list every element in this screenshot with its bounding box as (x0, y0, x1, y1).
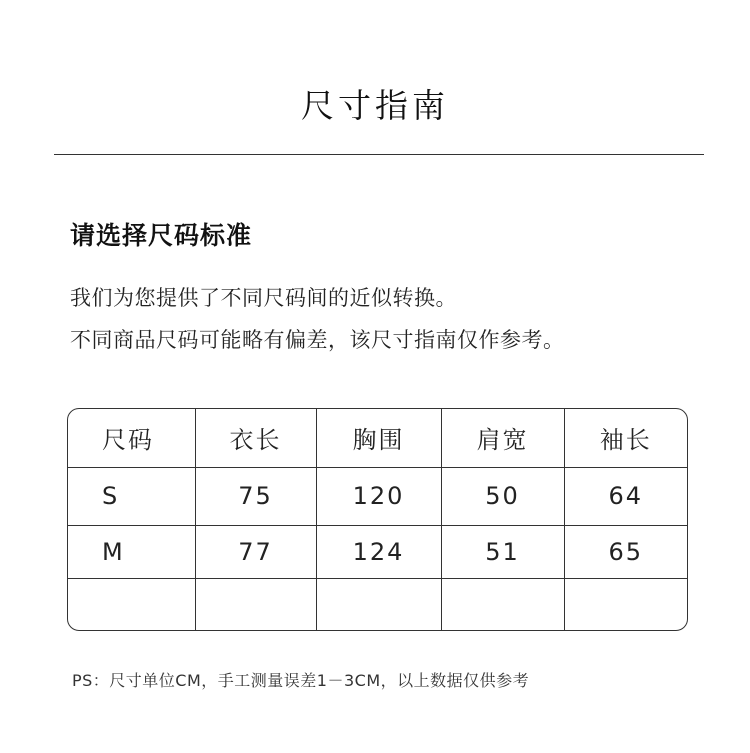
cell-length: 77 (195, 525, 316, 578)
cell-sleeve: 65 (564, 525, 687, 578)
cell-size: S (68, 467, 195, 525)
cell-chest: 124 (316, 525, 441, 578)
cell-length (195, 578, 316, 630)
cell-sleeve: 64 (564, 467, 687, 525)
measurement-note: PS：尺寸单位CM，手工测量误差1－3CM，以上数据仅供参考 (72, 671, 530, 690)
size-table (67, 408, 688, 631)
table-row (68, 467, 687, 525)
cell-sleeve (564, 578, 687, 630)
header-length: 衣长 (195, 409, 316, 467)
description-line-2: 不同商品尺码可能略有偏差，该尺寸指南仅作参考。 (70, 328, 565, 352)
cell-length: 75 (195, 467, 316, 525)
cell-size (68, 578, 195, 630)
cell-size: M (68, 525, 195, 578)
title-divider (54, 154, 704, 155)
cell-shoulder: 51 (441, 525, 564, 578)
header-chest: 胸围 (316, 409, 441, 467)
cell-shoulder: 50 (441, 467, 564, 525)
section-heading: 请选择尺码标准 (70, 221, 253, 250)
table-header-row (68, 409, 687, 467)
header-shoulder: 肩宽 (441, 409, 564, 467)
table-row (68, 578, 687, 630)
header-size: 尺码 (68, 409, 195, 467)
cell-chest: 120 (316, 467, 441, 525)
description-line-1: 我们为您提供了不同尺码间的近似转换。 (70, 286, 457, 310)
table-row (68, 525, 687, 578)
cell-chest (316, 578, 441, 630)
page-title: 尺寸指南 (301, 86, 449, 125)
header-sleeve: 袖长 (564, 409, 687, 467)
cell-shoulder (441, 578, 564, 630)
